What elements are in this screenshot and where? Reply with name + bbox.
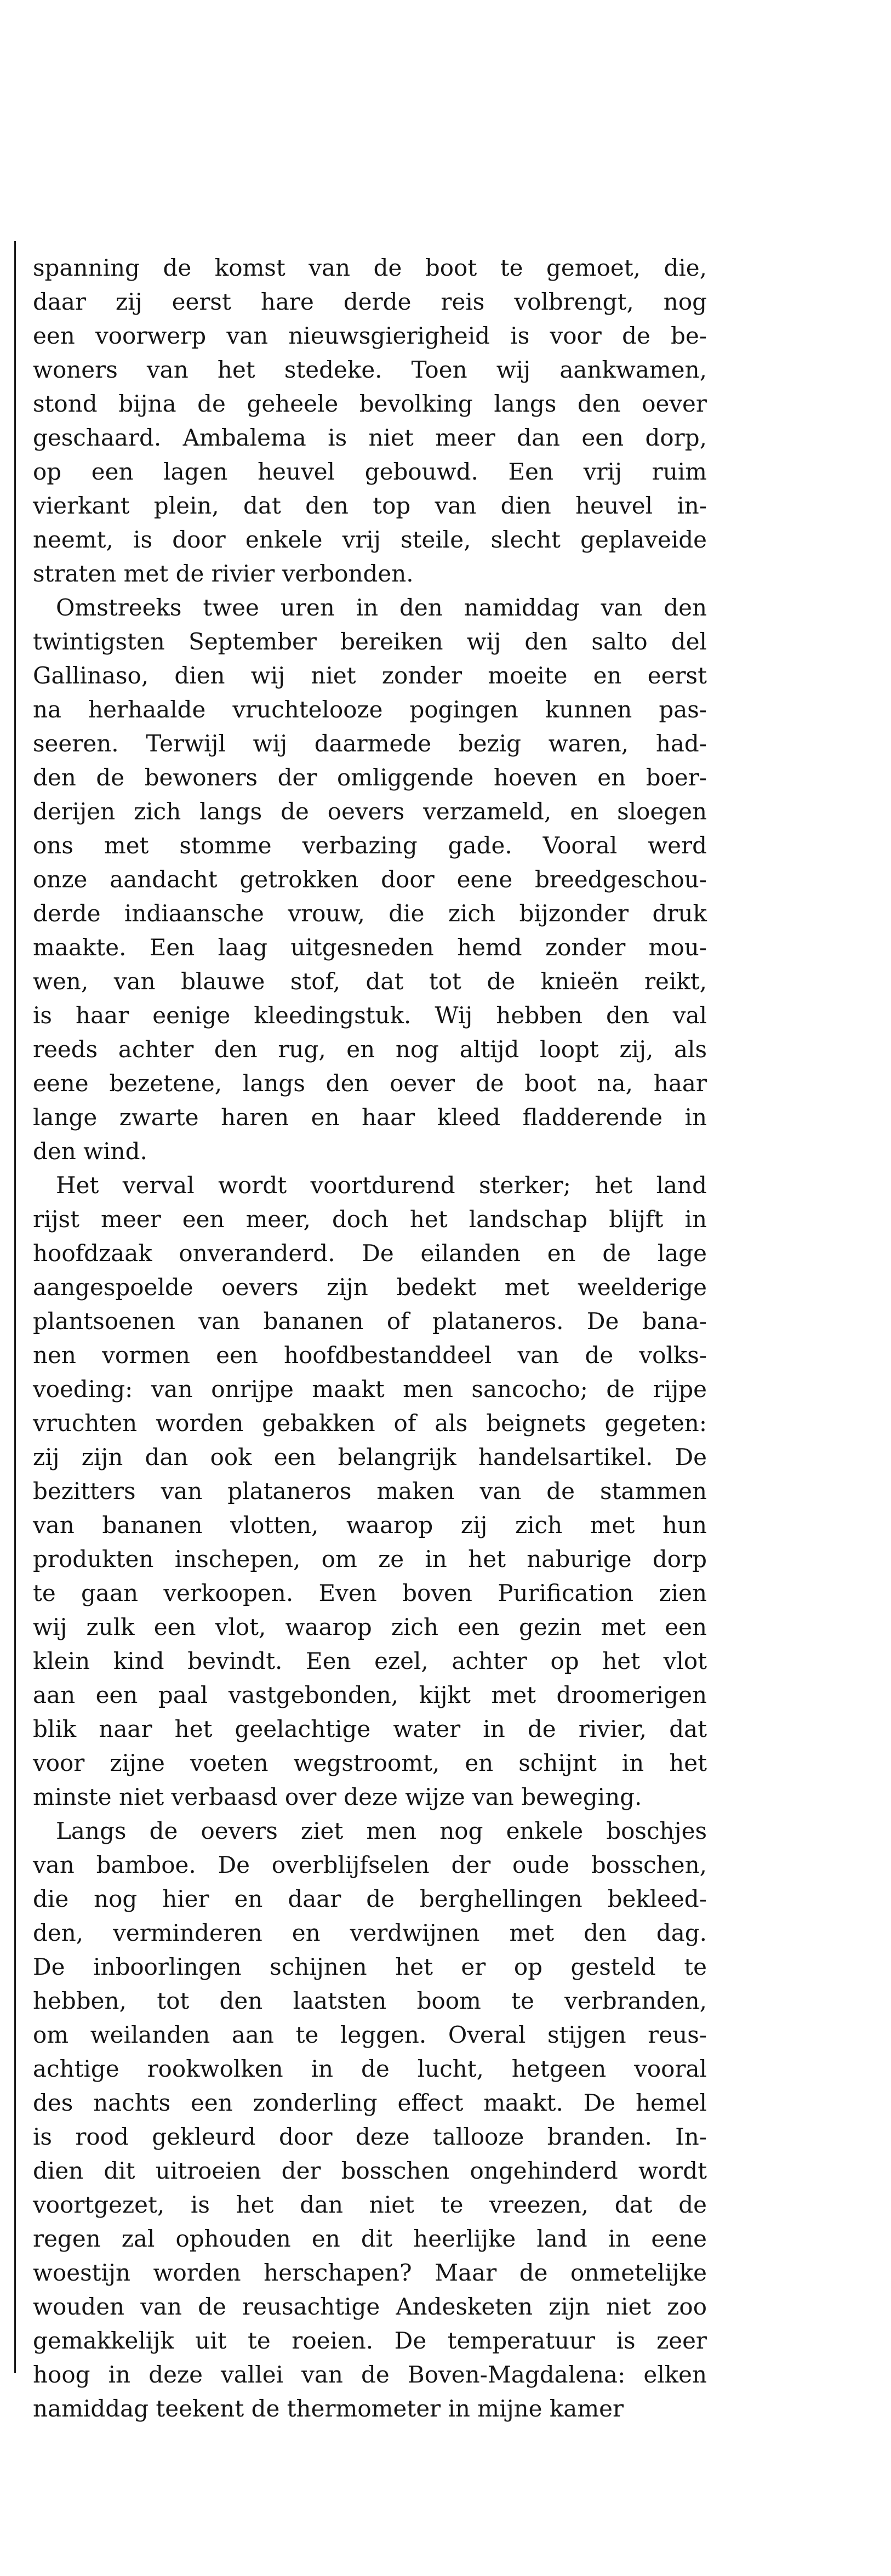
text-line: blik naar het geelachtige water in de rivier, dat bbox=[33, 1716, 707, 1742]
text-line: bezitters van plataneros maken van de stammen bbox=[33, 1478, 707, 1504]
text-line: geschaard. Ambalema is niet meer dan een dorp, bbox=[33, 424, 707, 451]
text-line: wij zulk een vlot, waarop zich een gezin met een bbox=[33, 1614, 707, 1640]
text-line: twintigsten September bereiken wij den salto del bbox=[33, 628, 707, 655]
text-line: woners van het stedeke. Toen wij aankwamen, bbox=[33, 356, 707, 383]
text-line: derde indiaansche vrouw, die zich bijzonder druk bbox=[33, 900, 707, 927]
text-line: De inboorlingen schijnen het er op gesteld te bbox=[33, 1953, 707, 1980]
text-line: die nog hier en daar de berghellingen bekleed- bbox=[33, 1885, 707, 1912]
text-line: zij zijn dan ook een belangrijk handelsartikel. De bbox=[33, 1444, 707, 1471]
text-line: vruchten worden gebakken of als beignets gegeten: bbox=[33, 1410, 707, 1437]
text-line: eene bezetene, langs den oever de boot na, haar bbox=[33, 1070, 707, 1097]
text-line: hebben, tot den laatsten boom te verbranden, bbox=[33, 1987, 707, 2014]
text-line: den de bewoners der omliggende hoeven en boer- bbox=[33, 764, 707, 791]
text-line: van bamboe. De overblijfselen der oude bosschen, bbox=[33, 1851, 707, 1878]
text-line: spanning de komst van de boot te gemoet, die, bbox=[33, 254, 707, 281]
text-line: namiddag teekent de thermometer in mijne kamer bbox=[33, 2395, 624, 2422]
margin-rule bbox=[14, 241, 16, 2373]
text-line: hoog in deze vallei van de Boven-Magdalena: elken bbox=[33, 2361, 707, 2388]
text-line: te gaan verkoopen. Even boven Purification zien bbox=[33, 1580, 707, 1606]
text-line: woestijn worden herschapen? Maar de onmetelijke bbox=[33, 2259, 707, 2286]
text-line: na herhaalde vruchtelooze pogingen kunnen pas- bbox=[33, 696, 707, 723]
text-line: stond bijna de geheele bevolking langs den oever bbox=[33, 390, 707, 417]
text-line: dien dit uitroeien der bosschen ongehinderd wordt bbox=[33, 2157, 707, 2184]
text-line: achtige rookwolken in de lucht, hetgeen vooral bbox=[33, 2055, 707, 2082]
paragraph bbox=[33, 1814, 707, 2426]
text-line: neemt, is door enkele vrij steile, slecht geplaveide bbox=[33, 526, 707, 553]
paragraph bbox=[33, 1169, 707, 1814]
text-line: is haar eenige kleedingstuk. Wij hebben den val bbox=[33, 1002, 707, 1029]
paragraph bbox=[33, 251, 707, 591]
text-line: nen vormen een hoofdbestanddeel van de volks- bbox=[33, 1342, 707, 1369]
text-line: van bananen vlotten, waarop zij zich met hun bbox=[33, 1512, 707, 1538]
text-line: regen zal ophouden en dit heerlijke land in eene bbox=[33, 2225, 707, 2252]
text-line: minste niet verbaasd over deze wijze van beweging. bbox=[33, 1783, 642, 1810]
text-line: een voorwerp van nieuwsgierigheid is voor de be- bbox=[33, 322, 707, 349]
text-line: gemakkelijk uit te roeien. De temperatuur is zeer bbox=[33, 2327, 707, 2354]
text-line: daar zij eerst hare derde reis volbrengt, nog bbox=[33, 288, 707, 315]
text-line: voeding: van onrijpe maakt men sancocho; de rijpe bbox=[33, 1376, 707, 1403]
text-line: aangespoelde oevers zijn bedekt met weelderige bbox=[33, 1274, 707, 1301]
text-line: klein kind bevindt. Een ezel, achter op het vlot bbox=[33, 1648, 707, 1674]
text-line: Het verval wordt voortdurend sterker; het land bbox=[56, 1172, 707, 1199]
text-line: wouden van de reusachtige Andesketen zijn niet zoo bbox=[33, 2293, 707, 2320]
text-line: den wind. bbox=[33, 1138, 147, 1165]
text-line: derijen zich langs de oevers verzameld, en sloegen bbox=[33, 798, 707, 825]
text-line: vierkant plein, dat den top van dien heuvel in- bbox=[33, 492, 707, 519]
text-line: den, verminderen en verdwijnen met den dag. bbox=[33, 1919, 707, 1946]
text-line: wen, van blauwe stof, dat tot de knieën reikt, bbox=[33, 968, 707, 995]
paragraph bbox=[33, 591, 707, 1169]
text-line: Gallinaso, dien wij niet zonder moeite en eerst bbox=[33, 662, 707, 689]
text-line: op een lagen heuvel gebouwd. Een vrij ruim bbox=[33, 458, 707, 485]
text-line: Omstreeks twee uren in den namiddag van den bbox=[56, 594, 707, 621]
text-line: voortgezet, is het dan niet te vreezen, dat de bbox=[33, 2191, 707, 2218]
body-text bbox=[33, 251, 707, 2426]
text-line: om weilanden aan te leggen. Overal stijgen reus- bbox=[33, 2021, 707, 2048]
text-line: straten met de rivier verbonden. bbox=[33, 560, 414, 587]
text-line: rijst meer een meer, doch het landschap blijft in bbox=[33, 1206, 707, 1233]
text-line: hoofdzaak onveranderd. De eilanden en de lage bbox=[33, 1240, 707, 1267]
text-line: plantsoenen van bananen of plataneros. De bana- bbox=[33, 1308, 707, 1335]
text-line: maakte. Een laag uitgesneden hemd zonder mou- bbox=[33, 934, 707, 961]
text-line: is rood gekleurd door deze tallooze branden. In- bbox=[33, 2123, 707, 2150]
text-line: produkten inschepen, om ze in het naburige dorp bbox=[33, 1546, 707, 1572]
text-line: Langs de oevers ziet men nog enkele boschjes bbox=[56, 1817, 707, 1844]
text-line: lange zwarte haren en haar kleed fladderende in bbox=[33, 1104, 707, 1131]
text-line: aan een paal vastgebonden, kijkt met droomerigen bbox=[33, 1682, 707, 1708]
text-line: onze aandacht getrokken door eene breedgeschou- bbox=[33, 866, 707, 893]
text-line: reeds achter den rug, en nog altijd loopt zij, als bbox=[33, 1036, 707, 1063]
text-line: des nachts een zonderling effect maakt. De hemel bbox=[33, 2089, 707, 2116]
text-line: ons met stomme verbazing gade. Vooral werd bbox=[33, 832, 707, 859]
text-line: voor zijne voeten wegstroomt, en schijnt in het bbox=[33, 1749, 707, 1776]
text-line: seeren. Terwijl wij daarmede bezig waren, had- bbox=[33, 730, 707, 757]
